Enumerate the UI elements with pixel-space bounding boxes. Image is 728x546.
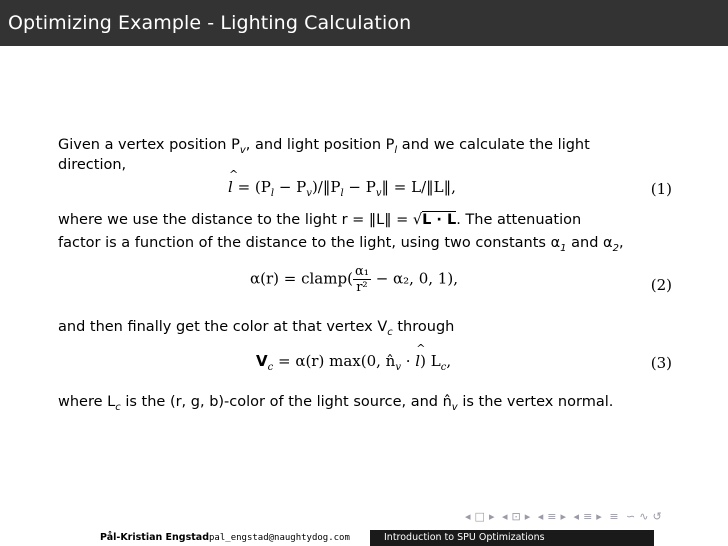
equation-1-number: (1)	[650, 180, 672, 198]
eq-segment: − P	[343, 178, 376, 196]
author-name: Pål-Kristian Engstad	[100, 532, 210, 543]
fraction-numerator: α₁	[354, 264, 369, 279]
subscript: l	[394, 145, 398, 156]
nav-next-frame-icon[interactable]: ▸	[524, 510, 531, 523]
text-segment: . The attenuation	[456, 212, 582, 228]
subscript: l	[270, 188, 275, 199]
eq-segment: ·	[400, 352, 416, 370]
subscript: c	[440, 362, 447, 373]
author-email: pal_engstad@naughtydog.com	[209, 533, 350, 543]
text-segment: Given a vertex position P	[58, 137, 240, 153]
text-segment: factor is a function of the distance to the light, using two constants α	[58, 235, 561, 251]
nav-subsection-icon[interactable]: ≡	[547, 510, 557, 523]
slide-footer	[0, 530, 728, 546]
eq-segment: )/‖P	[311, 178, 341, 196]
subscript: 2	[612, 243, 619, 254]
nav-prev-slide-icon[interactable]: ◂	[465, 510, 471, 523]
equation-3	[256, 352, 451, 373]
text-segment: and we calculate the light	[397, 137, 590, 153]
nav-back-icon[interactable]: ∽	[626, 510, 636, 523]
sqrt-argument: L · L	[422, 212, 457, 228]
paragraph-line-4	[58, 234, 624, 258]
l-hat-symbol: ^ l	[228, 178, 233, 196]
nav-prev-frame-icon[interactable]: ◂	[501, 510, 508, 523]
subscript: v	[239, 145, 246, 156]
eq-segment: − P	[274, 178, 307, 196]
eq-segment: ) L	[420, 352, 441, 370]
nav-search-icon[interactable]: ∿	[639, 510, 649, 523]
subscript: c	[387, 327, 393, 338]
nav-next-subsection-icon[interactable]: ▸	[560, 510, 567, 523]
nav-next-section-icon[interactable]: ▸	[596, 510, 602, 523]
subscript: v	[306, 188, 312, 199]
fraction-denominator: r²	[356, 280, 368, 295]
nav-prev-section-icon[interactable]: ◂	[573, 510, 580, 523]
equation-2	[250, 264, 458, 295]
slide-title: Optimizing Example - Lighting Calculation	[8, 12, 412, 34]
l-hat-symbol: ^ l	[415, 352, 420, 370]
beamer-navigation[interactable]	[465, 510, 715, 524]
text-segment: is the vertex normal.	[457, 394, 614, 410]
text-segment: , and light position P	[245, 137, 395, 153]
footer-author	[90, 530, 380, 546]
fraction	[353, 264, 371, 295]
eq-segment: = (P	[237, 178, 271, 196]
text-segment: is the (r, g, b)-color of the light source, and n̂	[120, 394, 452, 410]
nav-next-slide-icon[interactable]: ▸	[488, 510, 495, 523]
slide-header	[0, 0, 728, 46]
nav-prev-subsection-icon[interactable]: ◂	[537, 510, 544, 523]
eq-segment: − α₂, 0, 1),	[370, 269, 458, 288]
subscript: c	[267, 362, 274, 373]
text-segment: and then finally get the color at that vertex V	[58, 319, 388, 335]
eq-segment: V	[256, 352, 268, 370]
subscript: l	[340, 188, 344, 199]
nav-frame-icon[interactable]: ⊡	[511, 510, 521, 523]
eq-segment: ‖ = L/‖L‖,	[381, 178, 456, 196]
subscript: v	[375, 188, 382, 199]
subscript: 1	[560, 243, 567, 254]
text-segment: where we use the distance to the light r = ‖L‖ = √	[58, 212, 423, 228]
text-segment: ,	[618, 235, 624, 251]
subscript: v	[451, 402, 458, 413]
paragraph-line-2: direction,	[58, 157, 127, 173]
eq-segment: α(r) = clamp(	[250, 269, 353, 288]
equation-1	[228, 178, 456, 199]
equation-2-number: (2)	[650, 276, 672, 294]
paragraph-line-1	[58, 136, 590, 160]
equation-3-number: (3)	[650, 354, 672, 372]
text-segment: where L	[58, 394, 116, 410]
text-segment: through	[392, 319, 455, 335]
text-segment: and α	[566, 235, 613, 251]
nav-section-icon[interactable]: ≡	[583, 510, 593, 523]
eq-segment: = α(r) max(0, n̂	[273, 352, 396, 370]
subscript: c	[115, 402, 121, 413]
eq-segment: ,	[446, 352, 452, 370]
paragraph-line-6	[58, 393, 613, 417]
subscript: v	[395, 362, 401, 373]
paragraph-line-3	[58, 211, 581, 229]
nav-slide-icon[interactable]: □	[474, 510, 485, 523]
nav-forward-icon[interactable]: ↺	[652, 510, 662, 523]
nav-document-icon[interactable]: ≡	[609, 510, 619, 523]
paragraph-line-5	[58, 318, 454, 342]
footer-talk-title: Introduction to SPU Optimizations	[370, 530, 654, 546]
